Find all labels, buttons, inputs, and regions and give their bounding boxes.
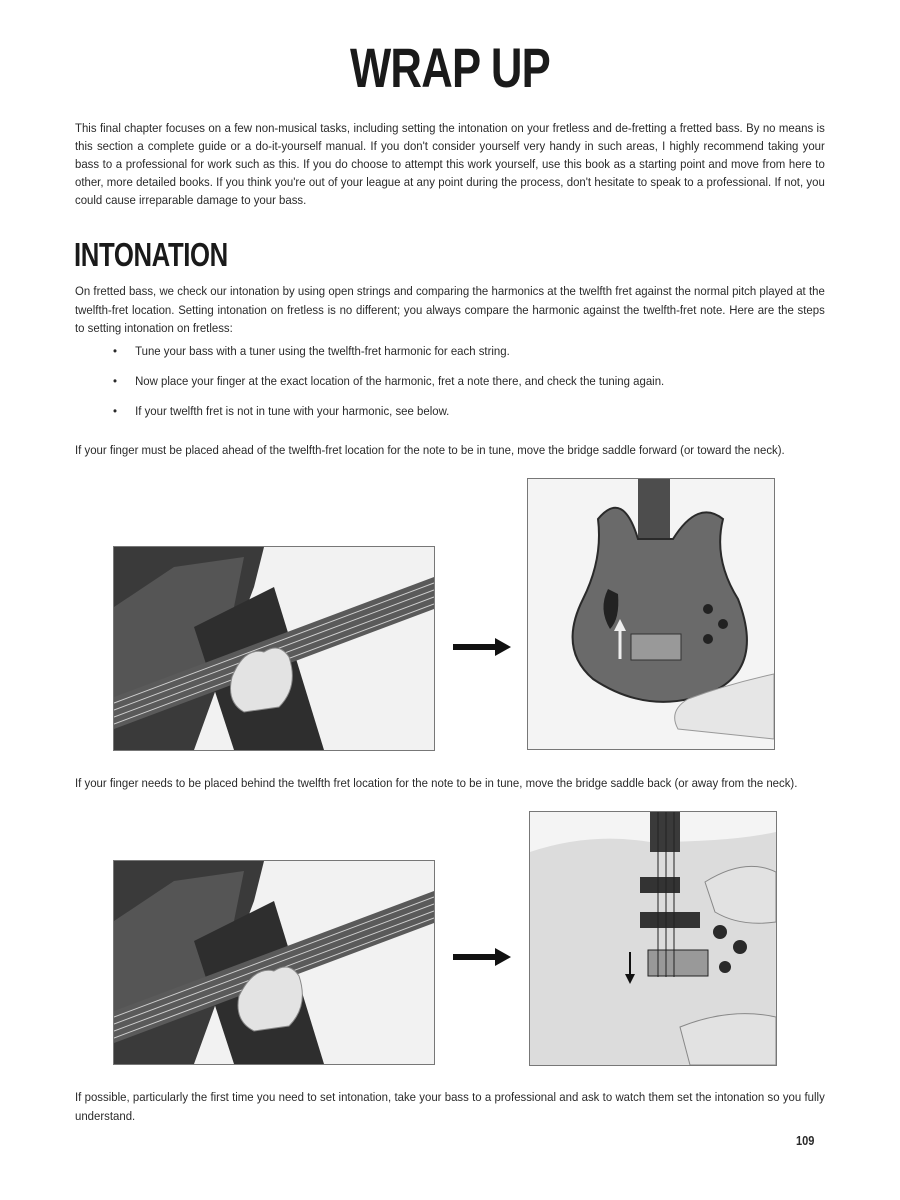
section-heading: INTONATION <box>74 236 228 273</box>
list-item: • If your twelfth fret is not in tune with your harmonic, see below. <box>113 404 450 418</box>
bass-body-photo-forward <box>527 478 775 750</box>
page-title: WRAP UP <box>349 36 551 99</box>
fretboard-photo-behind <box>113 860 435 1065</box>
closing-paragraph: If possible, particularly the first time you need to set intonation, take your bass to a professional and ask to watch them set the intonation so you fully understand. <box>75 1090 825 1123</box>
list-item: • Now place your finger at the exact location of the harmonic, fret a note there, and check the tuning again. <box>113 374 665 388</box>
list-item: • Tune your bass with a tuner using the twelfth-fret harmonic for each string. <box>113 344 510 358</box>
ahead-paragraph: If your finger must be placed ahead of the twelfth-fret location for the note to be in tune, move the bridge saddle forward (or toward the neck). <box>75 443 785 457</box>
fretboard-photo-ahead <box>113 546 435 751</box>
arrow-right-icon <box>453 637 513 657</box>
page-number: 109 <box>796 1133 815 1148</box>
intro-paragraph: This final chapter focuses on a few non-musical tasks, including setting the intonation on your fretless and de-fretting a fretted bass. By no means is this section a complete guide or a do-it-yourself manual. If you don't consider yourself very handy in such areas, I highly recommend taking your bass to a professional for work such as this. If you do choose to attempt this work yourself, use this book as a starting point and move from here to other, more detailed books. If you think you're out of your league at any point during the process, don't hesitate to speak to a professional. If not, you could cause irreparable damage to your bass. <box>75 121 825 207</box>
steps-list <box>113 344 812 434</box>
bridge-photo-back <box>529 811 777 1066</box>
arrow-right-icon <box>453 947 513 967</box>
behind-paragraph: If your finger needs to be placed behind the twelfth fret location for the note to be in tune, move the bridge saddle back (or away from the neck). <box>75 776 798 790</box>
intonation-paragraph: On fretted bass, we check our intonation by using open strings and comparing the harmonics at the twelfth fret against the normal pitch played at the twelfth-fret location. Setting intonation on fretless is no different; you always compare the harmonic against the twelfth-fret note. Here are the steps to setting intonation on fretless: <box>75 284 825 335</box>
